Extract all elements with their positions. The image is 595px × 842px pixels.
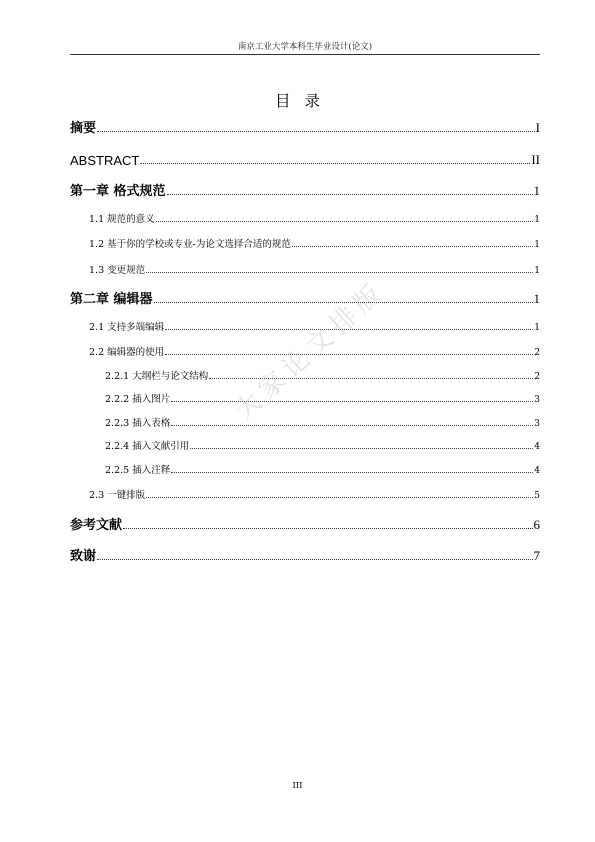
- toc-entry[interactable]: [70, 429, 540, 453]
- toc-entry-label: 2.3 一键排版: [89, 490, 146, 501]
- toc-entry-label: 1.1 规范的意义: [89, 213, 155, 225]
- toc-entry-label: 2.2.3 插入表格: [105, 417, 171, 429]
- toc-entry-page: 5: [534, 491, 540, 501]
- dot-leader: [97, 558, 532, 560]
- dot-leader: [146, 496, 533, 498]
- dot-leader: [140, 162, 530, 164]
- toc-entry[interactable]: [70, 116, 540, 136]
- toc-entry-label: 2.2.2 插入图片: [105, 394, 171, 405]
- toc-entry-page: 1: [533, 183, 540, 198]
- toc-entry[interactable]: [70, 276, 540, 308]
- toc-entry-label: 参考文献: [70, 517, 123, 533]
- toc-entry[interactable]: [70, 382, 540, 406]
- toc-entry-page: 2: [534, 371, 540, 382]
- toc-entry-page: 1: [534, 322, 540, 333]
- toc-entry-page: 1: [534, 265, 540, 276]
- dot-leader: [292, 245, 533, 247]
- dot-leader: [97, 130, 535, 132]
- toc-title: 目录: [274, 92, 334, 110]
- watermark: 大家论文排版: [229, 275, 392, 427]
- dot-leader: [165, 353, 533, 355]
- toc-entry-label: 2.2.4 插入文献引用: [105, 441, 190, 452]
- toc-entry-page: 4: [534, 442, 540, 452]
- toc-entry[interactable]: [70, 452, 540, 476]
- toc-entry-label: 致谢: [70, 549, 97, 564]
- toc-entry-label: ABSTRACT: [70, 152, 140, 168]
- dot-leader: [171, 471, 533, 473]
- toc-entry-page: 4: [534, 465, 540, 476]
- toc-entry-page: 3: [534, 418, 540, 429]
- dot-leader: [167, 193, 533, 195]
- page-number: III: [292, 781, 303, 791]
- toc-entry[interactable]: [70, 199, 540, 225]
- toc-entry-label: 2.1 支持多端编辑: [89, 321, 165, 333]
- toc-entry-page: 1: [533, 291, 540, 306]
- toc-entry[interactable]: [70, 168, 540, 200]
- toc-entry-page: 1: [534, 240, 540, 250]
- toc-entry-label: 摘要: [70, 121, 97, 136]
- toc-entry[interactable]: [70, 136, 540, 168]
- dot-leader: [123, 527, 532, 529]
- toc-entry[interactable]: [70, 405, 540, 429]
- toc-entry-page: 3: [534, 395, 540, 405]
- running-header: 南京工业大学本科生毕业设计(论文): [237, 42, 373, 52]
- toc-entry-page: 2: [534, 348, 540, 358]
- dot-leader: [190, 447, 533, 449]
- toc-entry-label: 第二章 编辑器: [70, 292, 153, 307]
- toc-entry[interactable]: [70, 533, 540, 565]
- toc-entry[interactable]: [70, 225, 540, 251]
- toc-entry[interactable]: [70, 250, 540, 276]
- toc-entry-page: 7: [533, 548, 540, 563]
- toc-entry-label: 1.2 基于你的学校或专业-为论文选择合适的规范: [89, 239, 291, 250]
- toc-entry-label: 2.2 编辑器的使用: [89, 347, 165, 358]
- toc-entry-label: 1.3 变更规范: [89, 264, 146, 276]
- toc-entry-page: 1: [534, 214, 540, 225]
- toc-entry-page: II: [531, 151, 540, 167]
- toc-entry-label: 第一章 格式规范: [70, 184, 166, 199]
- toc-entry[interactable]: [70, 501, 540, 533]
- dot-leader: [171, 424, 533, 426]
- dot-leader: [156, 220, 534, 222]
- toc-entry-label: 2.2.1 大纲栏与论文结构: [105, 370, 209, 382]
- header-rule: [70, 54, 540, 55]
- toc-entry-page: I: [535, 120, 540, 135]
- dot-leader: [146, 271, 533, 273]
- toc-entry-page: 6: [533, 516, 540, 532]
- toc-entry[interactable]: [70, 476, 540, 502]
- toc-entry-label: 2.2.5 插入注释: [105, 464, 171, 476]
